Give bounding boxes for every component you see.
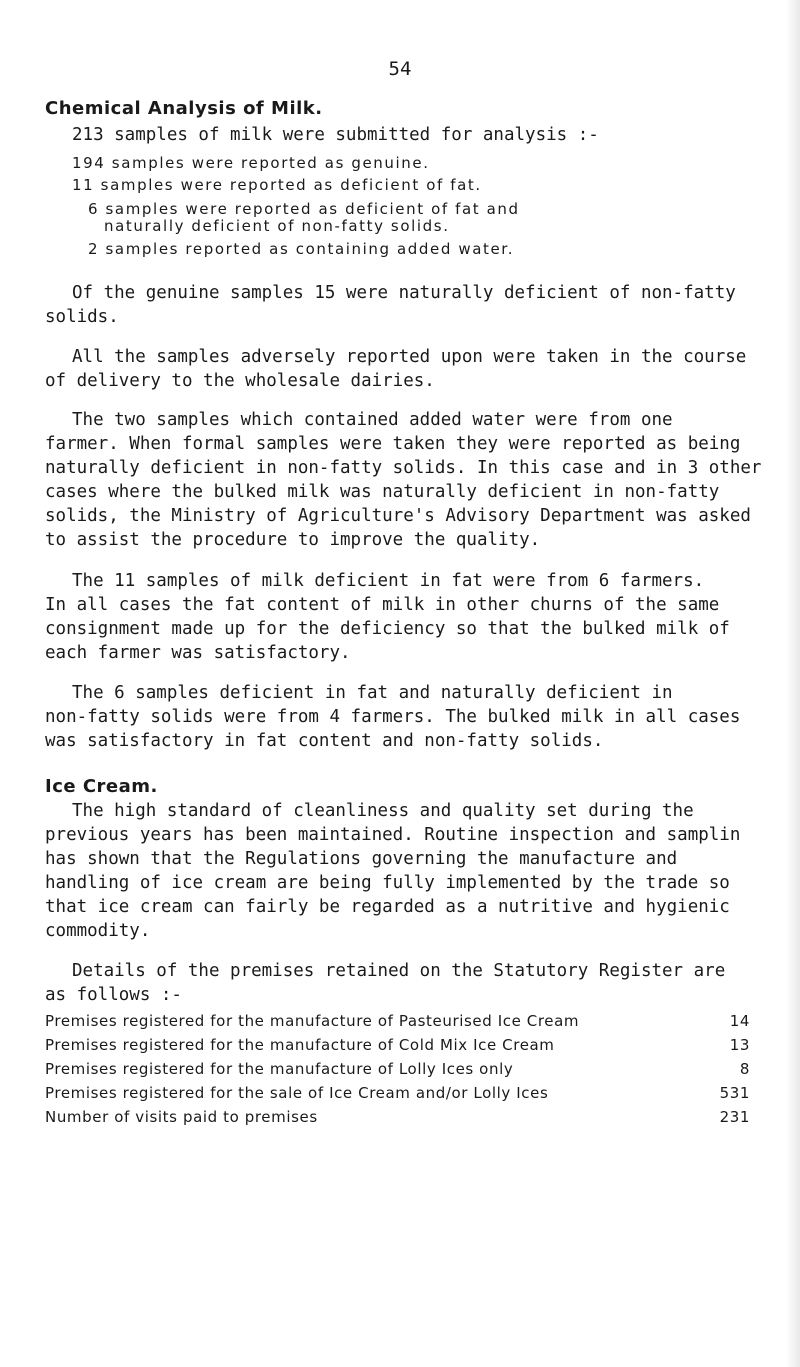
paragraph-line: cases where the bulked milk was naturally deficient in non-fatty [45, 482, 720, 502]
paragraph-line: naturally deficient in non-fatty solids. In this case and in 3 other [45, 458, 762, 478]
paragraph-line: The 6 samples deficient in fat and naturally deficient in [72, 683, 673, 703]
milk-result: 194 samples were reported as genuine. [72, 154, 430, 172]
paragraph-line: farmer. When formal samples were taken they were reported as being [45, 434, 741, 454]
paragraph-line: All the samples adversely reported upon were taken in the course [72, 347, 747, 367]
milk-result: 11 samples were reported as deficient of fat. [72, 176, 482, 194]
register-value: 231 [719, 1108, 750, 1126]
register-label: Premises registered for the manufacture of Lolly Ices only [45, 1060, 514, 1078]
paragraph-line: was satisfactory in fat content and non-fatty solids. [45, 731, 604, 751]
paragraph-line: The 11 samples of milk deficient in fat were from 6 farmers. [72, 571, 705, 591]
paragraph-line: Details of the premises retained on the Statutory Register are [72, 961, 726, 981]
page-number: 54 [388, 58, 412, 80]
register-label: Premises registered for the manufacture of Cold Mix Ice Cream [45, 1036, 555, 1054]
paragraph-line: that ice cream can fairly be regarded as a nutritive and hygienic [45, 897, 730, 917]
milk-intro: 213 samples of milk were submitted for analysis :- [72, 125, 599, 145]
paragraph-line: of delivery to the wholesale dairies. [45, 371, 435, 391]
paragraph-line: Of the genuine samples 15 were naturally deficient of non-fatty [72, 283, 736, 303]
milk-result: naturally deficient of non-fatty solids. [104, 217, 450, 235]
paragraph-line: solids. [45, 307, 119, 327]
paragraph-line: has shown that the Regulations governing the manufacture and [45, 849, 678, 869]
milk-result: 6 samples were reported as deficient of fat and [88, 200, 520, 218]
page-edge-shadow [786, 0, 800, 1367]
register-value: 531 [719, 1084, 750, 1102]
register-label: Premises registered for the manufacture of Pasteurised Ice Cream [45, 1012, 580, 1030]
register-value: 14 [729, 1012, 750, 1030]
paragraph-line: non-fatty solids were from 4 farmers. The bulked milk in all cases [45, 707, 741, 727]
paragraph-line: In all cases the fat content of milk in other churns of the same [45, 595, 720, 615]
milk-result: 2 samples reported as containing added water. [88, 240, 515, 258]
paragraph-line: The two samples which contained added water were from one [72, 410, 673, 430]
register-label: Premises registered for the sale of Ice Cream and/or Lolly Ices [45, 1084, 549, 1102]
register-value: 13 [729, 1036, 750, 1054]
paragraph-line: consignment made up for the deficiency so that the bulked milk of [45, 619, 730, 639]
section-heading-milk: Chemical Analysis of Milk. [45, 98, 323, 119]
paragraph-line: previous years has been maintained. Routine inspection and samplin [45, 825, 741, 845]
paragraph-line: solids, the Ministry of Agriculture's Advisory Department was asked [45, 506, 751, 526]
paragraph-line: as follows :- [45, 985, 182, 1005]
register-label: Number of visits paid to premises [45, 1108, 318, 1126]
register-value: 8 [739, 1060, 750, 1078]
section-heading-ice-cream: Ice Cream. [45, 776, 158, 797]
paragraph-line: to assist the procedure to improve the quality. [45, 530, 541, 550]
paragraph-line: commodity. [45, 921, 151, 941]
paragraph-line: The high standard of cleanliness and quality set during the [72, 801, 694, 821]
paragraph-line: handling of ice cream are being fully implemented by the trade so [45, 873, 730, 893]
paragraph-line: each farmer was satisfactory. [45, 643, 351, 663]
